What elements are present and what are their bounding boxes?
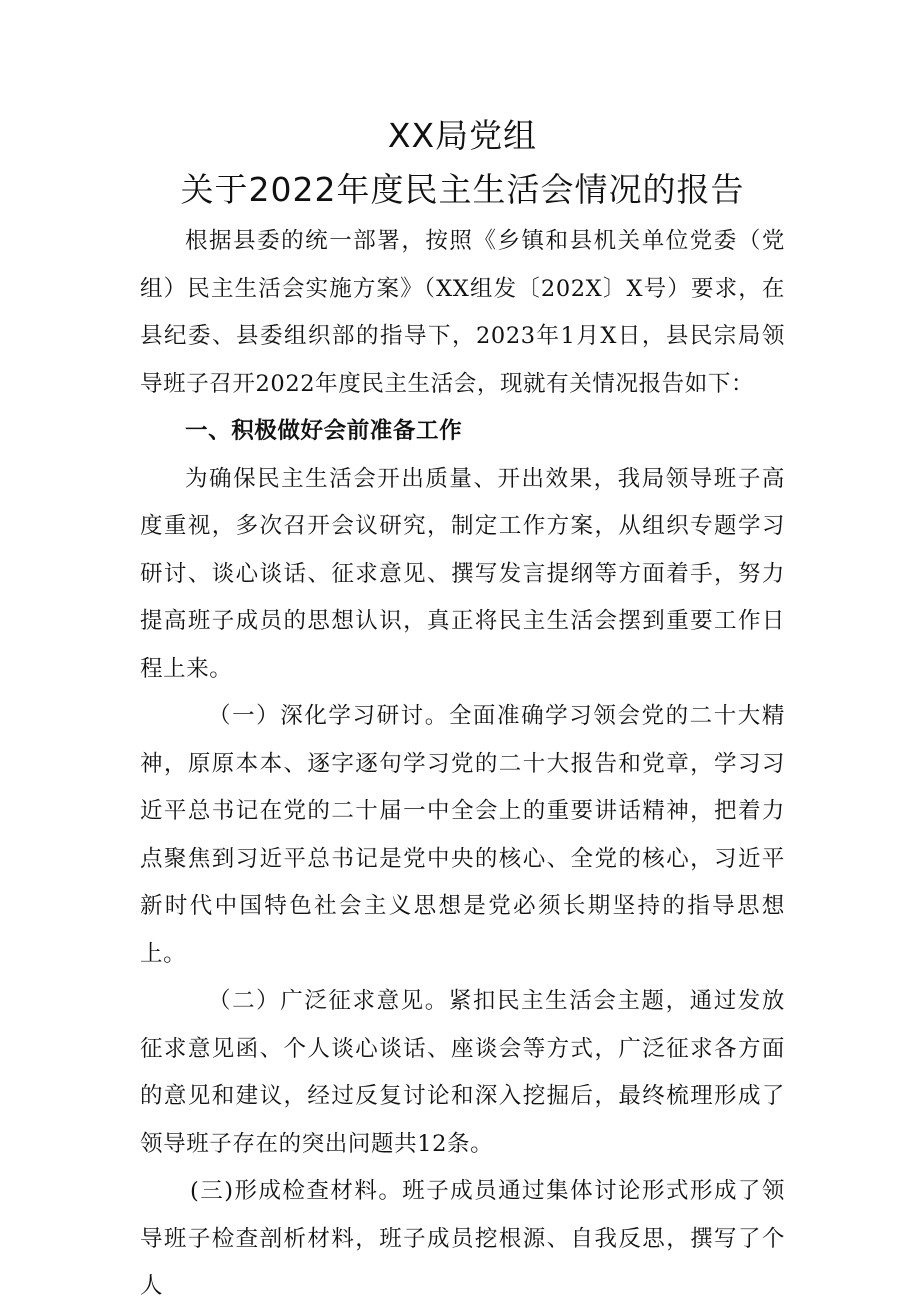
section1-heading: 一、积极做好会前准备工作 [185, 418, 463, 444]
item1-paragraph: （一）深化学习研讨。全面准确学习领会党的二十大精神，原原本本、逐字逐句学习党的二十大报告和党章，学习习近平总书记在党的二十届一中全会上的重要讲话精神，把着力点聚焦到习近平总书记是党中央的核心、全党的核心，习近平新时代中国特色社会主义思想是党必须长期坚持的指导思想上。 [140, 703, 785, 967]
item2-paragraph: （二）广泛征求意见。紧扣民主生活会主题，通过发放征求意见函、个人谈心谈话、座谈会等方式，广泛征求各方面的意见和建议，经过反复讨论和深入挖掘后，最终梳理形成了领导班子存在的突出问题共12条。 [140, 988, 785, 1157]
item3-paragraph: (三)形成检查材料。班子成员通过集体讨论形式形成了领导班子检查剖析材料，班子成员挖根源、自我反思，撰写了个人 [140, 1178, 785, 1299]
document-page [140, 112, 785, 1311]
document-title-line1: XX局党组 [387, 116, 538, 155]
section1-paragraph: 为确保民主生活会开出质量、开出效果，我局领导班子高度重视，多次召开会议研究，制定工作方案，从组织专题学习研讨、谈心谈话、征求意见、撰写发言提纲等方面着手，努力提高班子成员的思想认识，真正将民主生活会摆到重要工作日程上来。 [140, 465, 785, 682]
document-title-line2: 关于2022年度民主生活会情况的报告 [180, 170, 745, 209]
intro-paragraph: 根据县委的统一部署，按照《乡镇和县机关单位党委（党组）民主生活会实施方案》（XX组发〔202X〕X号）要求，在县纪委、县委组织部的指导下，2023年1月X日，县民宗局领导班子召开2022年度民主生活会，现就有关情况报告如下： [140, 228, 785, 397]
